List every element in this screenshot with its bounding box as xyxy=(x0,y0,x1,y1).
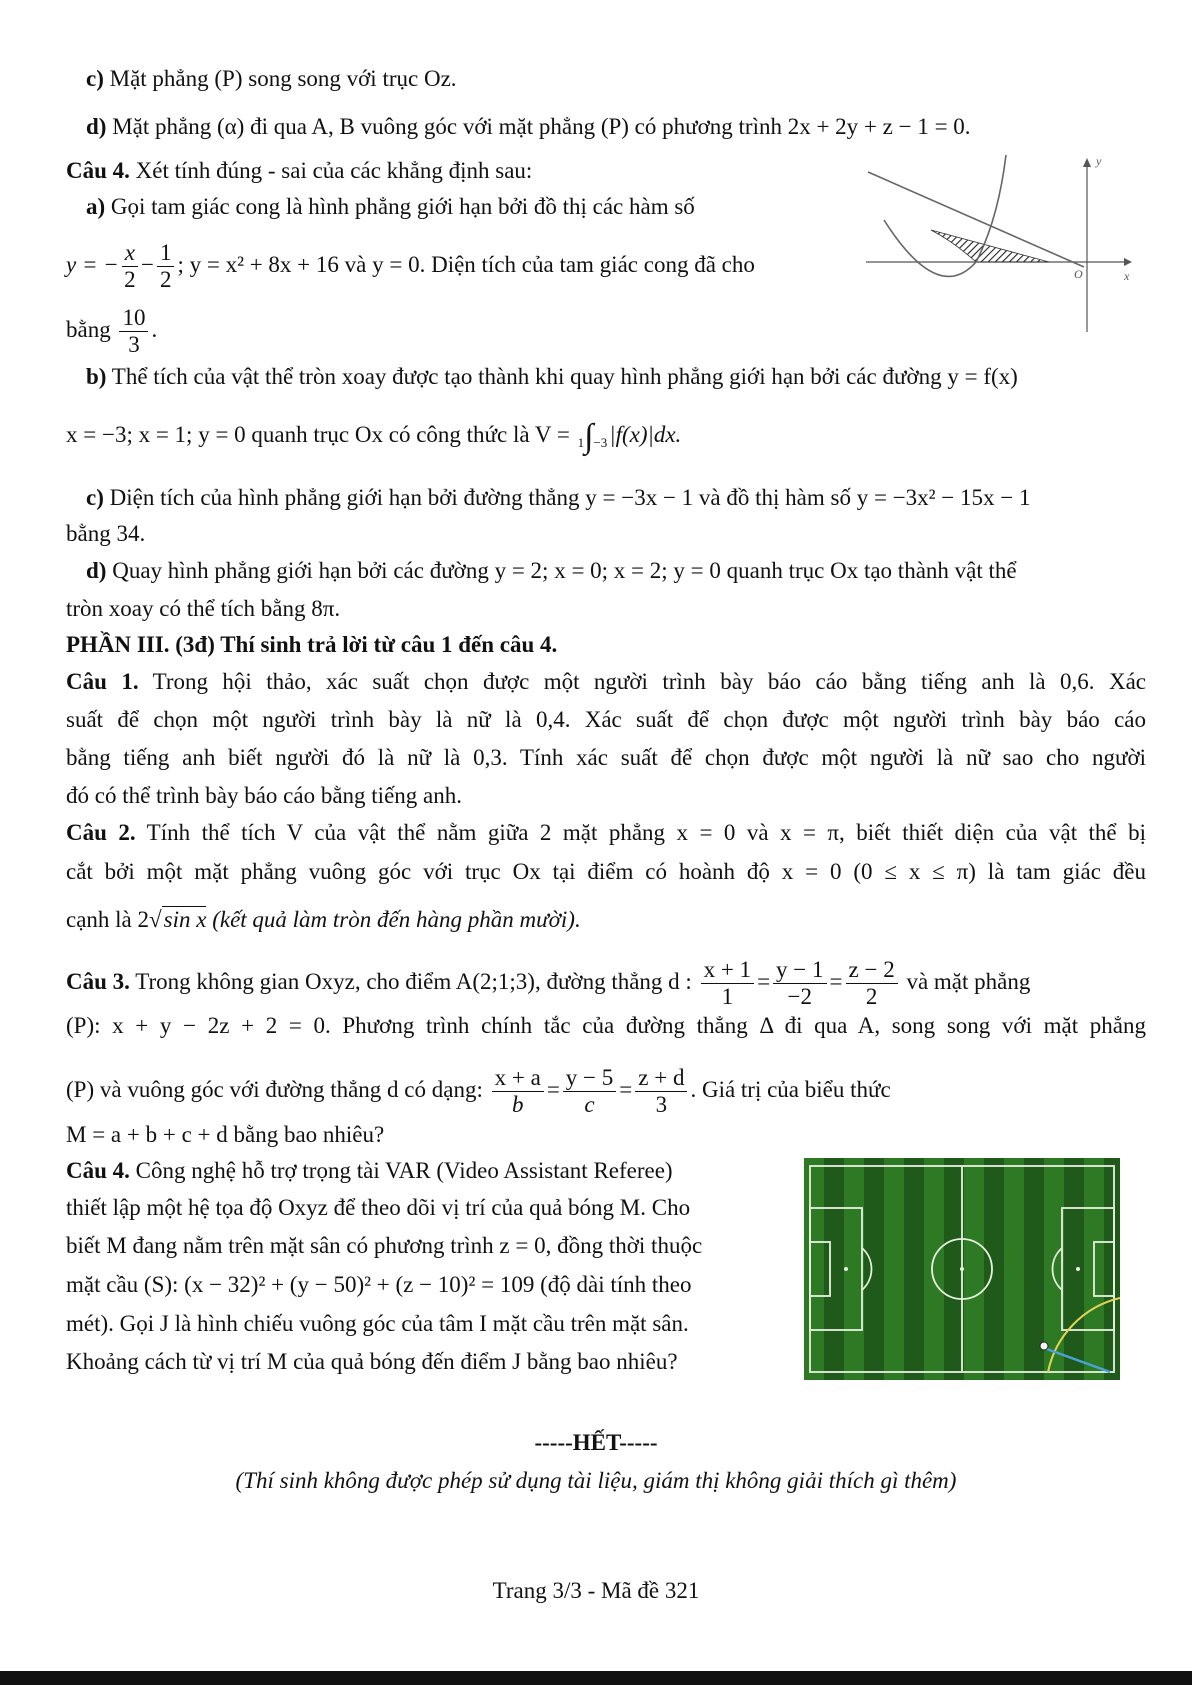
page-footer: Trang 3/3 - Mã đề 321 xyxy=(492,1578,700,1603)
text: bằng 34. xyxy=(66,521,146,546)
question-title: Câu 4. xyxy=(66,158,130,183)
ball-icon xyxy=(1040,1342,1048,1350)
text: và mặt phẳng xyxy=(906,968,1031,994)
numerator: y − 1 xyxy=(773,957,826,984)
numerator: x xyxy=(122,240,138,267)
integrand: |f(x)|dx. xyxy=(609,422,682,447)
numerator: y − 5 xyxy=(563,1065,616,1092)
equals: = xyxy=(829,968,843,994)
equals: = xyxy=(546,1076,560,1102)
statement-4c-line1 xyxy=(86,483,1031,513)
statement-3c xyxy=(86,64,457,94)
text: Gọi tam giác cong là hình phẳng giới hạn bởi đồ thị các hàm số xyxy=(110,194,695,219)
question-4-line5: mét). Gọi J là hình chiếu vuông góc của tâm I mặt cầu trên mặt sân. xyxy=(66,1311,689,1336)
numerator: 1 xyxy=(157,240,175,267)
question-4-line3: biết M đang nằm trên mặt sân có phương trình z = 0, đồng thời thuộc xyxy=(66,1233,703,1258)
text: Công nghệ hỗ trợ trọng tài VAR (Video Assistant Referee) xyxy=(135,1158,673,1183)
text: Diện tích của hình phẳng giới hạn bởi đường thẳng y = −3x − 1 và đồ thị hàm số y = −3x² − 15x − 1 xyxy=(109,485,1031,510)
denominator: −2 xyxy=(787,984,813,1009)
equals: = xyxy=(619,1076,633,1102)
label: c) xyxy=(86,66,104,91)
text: Mặt phẳng (P) song song với trục Oz. xyxy=(109,66,457,91)
question-4-line2: thiết lập một hệ tọa độ Oxyz để theo dõi vị trí của quả bóng M. Cho xyxy=(66,1195,691,1220)
text: Thể tích của vật thể tròn xoay được tạo thành khi quay hình phẳng giới hạn bởi các đường y = f(x) xyxy=(111,364,1018,389)
text: tròn xoay có thể tích bằng 8π. xyxy=(66,596,341,621)
origin-label: O xyxy=(1074,267,1083,281)
y-axis-label: y xyxy=(1096,154,1102,168)
question-3-line4: M = a + b + c + d bằng bao nhiêu? xyxy=(66,1122,385,1147)
statement-4b-line1 xyxy=(86,362,1018,392)
numerator: x + 1 xyxy=(701,957,754,984)
rounding-note: (kết quả làm tròn đến hàng phần mười). xyxy=(212,907,581,932)
question-4-heading xyxy=(66,156,532,186)
text: Trong hội thảo, xác suất chọn được một người trình bày báo cáo bằng tiếng anh là 0,6. Xác xyxy=(152,669,1146,694)
x-axis-arrow-icon xyxy=(1124,258,1132,266)
question-3-line1 xyxy=(66,957,1030,1010)
fraction xyxy=(773,957,826,1010)
numerator: x + a xyxy=(492,1065,544,1092)
curved-triangle-graph xyxy=(866,150,1146,335)
label: a) xyxy=(86,194,106,219)
bottom-border xyxy=(0,1671,1192,1685)
question-3-line3 xyxy=(66,1065,891,1118)
fraction xyxy=(122,240,138,293)
denominator: 3 xyxy=(655,1092,668,1117)
exam-note: (Thí sinh không được phép sử dụng tài liệu, giám thị không giải thích gì thêm) xyxy=(235,1468,957,1493)
statement-4d-line1 xyxy=(86,556,1017,586)
shaded-region xyxy=(931,230,1049,262)
sqrt-radicand: sin x xyxy=(163,907,207,932)
text: . Giá trị của biểu thức xyxy=(690,1076,891,1102)
statement-3d xyxy=(86,112,971,142)
equals: = xyxy=(757,968,771,994)
text: . xyxy=(151,316,158,342)
text: bằng xyxy=(66,316,111,342)
question-4-line6: Khoảng cách từ vị trí M của quả bóng đến điểm J bằng bao nhiêu? xyxy=(66,1349,678,1374)
question-title: Câu 3. xyxy=(66,968,130,994)
fraction xyxy=(563,1065,616,1118)
upper-bound: 1 xyxy=(577,434,585,450)
y-axis-arrow-icon xyxy=(1083,158,1091,167)
numerator: z + d xyxy=(635,1065,687,1092)
text: cạnh là 2 xyxy=(66,907,150,932)
question-title: Câu 1. xyxy=(66,669,139,694)
question-4-line1 xyxy=(66,1156,673,1186)
football-field-image xyxy=(804,1158,1120,1380)
denominator: b xyxy=(511,1092,524,1117)
question-1-line4: đó có thể trình bày báo cáo bằng tiếng anh. xyxy=(66,783,462,808)
denominator: c xyxy=(584,1092,595,1117)
question-1-line3: bằng tiếng anh biết người đó là nữ là 0,3. Tính xác suất để chọn được một người là nữ sao cho người xyxy=(66,745,1146,770)
question-4-line4: mặt cầu (S): (x − 32)² + (y − 50)² + (z − 10)² = 109 (độ dài tính theo xyxy=(66,1272,692,1297)
numerator: z − 2 xyxy=(846,957,898,984)
fraction xyxy=(119,305,148,358)
fraction xyxy=(157,240,175,293)
fraction xyxy=(635,1065,687,1118)
denominator: 1 xyxy=(721,984,734,1009)
label: c) xyxy=(86,485,104,510)
part-3-heading: PHẦN III. (3đ) Thí sinh trả lời từ câu 1 đến câu 4. xyxy=(66,632,558,657)
numerator: 10 xyxy=(119,305,148,332)
operator: − xyxy=(140,251,154,277)
denominator: 2 xyxy=(124,267,136,292)
fraction xyxy=(846,957,898,1010)
statement-4d-line2 xyxy=(66,594,340,624)
question-2-line3 xyxy=(66,905,581,935)
statement-4a-line2 xyxy=(66,240,755,293)
text: Tính thể tích V của vật thể nằm giữa 2 mặt phẳng x = 0 và x = π, biết thiết diện của vật thể bị xyxy=(146,820,1146,845)
statement-4c-line2 xyxy=(66,519,145,549)
question-intro: Xét tính đúng - sai của các khẳng định sau: xyxy=(135,158,533,183)
text: Trong không gian Oxyz, cho điểm A(2;1;3), đường thẳng d : xyxy=(135,968,692,994)
statement-4a-line1 xyxy=(86,192,695,222)
question-2-line1 xyxy=(66,818,1146,848)
text: Quay hình phẳng giới hạn bởi các đường y = 2; x = 0; x = 2; y = 0 quanh trục Ox tạo thành vật thể xyxy=(112,558,1017,583)
text: ; y = x² + 8x + 16 và y = 0. Diện tích của tam giác cong đã cho xyxy=(177,251,755,277)
sqrt-icon: √ xyxy=(149,907,162,932)
denominator: 2 xyxy=(865,984,878,1009)
fraction xyxy=(492,1065,544,1118)
denominator: 3 xyxy=(128,332,140,357)
denominator: 2 xyxy=(159,267,172,292)
label: d) xyxy=(86,114,107,139)
x-axis-label: x xyxy=(1124,269,1130,283)
statement-4a-line3 xyxy=(66,305,157,358)
text: Mặt phẳng (α) đi qua A, B vuông góc với mặt phẳng (P) có phương trình 2x + 2y + z − 1 = 0. xyxy=(112,114,971,139)
question-1-line2: suất để chọn một người trình bày là nữ là 0,4. Xác suất để chọn được một người trình bày báo cáo xyxy=(66,707,1146,732)
question-3-line2: (P): x + y − 2z + 2 = 0. Phương trình chính tắc của đường thẳng Δ đi qua A, song song với mặt phẳng xyxy=(66,1013,1146,1038)
text: (P) và vuông góc với đường thẳng d có dạng: xyxy=(66,1076,483,1102)
lower-bound: −3 xyxy=(593,434,608,450)
question-1-line1 xyxy=(66,667,1146,697)
question-title: Câu 2. xyxy=(66,820,136,845)
label: b) xyxy=(86,364,107,389)
fraction xyxy=(701,957,754,1010)
statement-4b-line2 xyxy=(66,417,682,455)
question-2-line2: cắt bởi một mặt phẳng vuông góc với trục Ox tại điểm có hoành độ x = 0 (0 ≤ x ≤ π) là tam giác đều xyxy=(66,859,1146,884)
text: x = −3; x = 1; y = 0 quanh trục Ox có công thức là V = xyxy=(66,422,570,447)
label: d) xyxy=(86,558,107,583)
question-title: Câu 4. xyxy=(66,1158,130,1183)
formula: y = − xyxy=(66,251,119,277)
end-marker: -----HẾT----- xyxy=(534,1430,658,1455)
integral-sign: 1∫−3 xyxy=(577,417,608,455)
